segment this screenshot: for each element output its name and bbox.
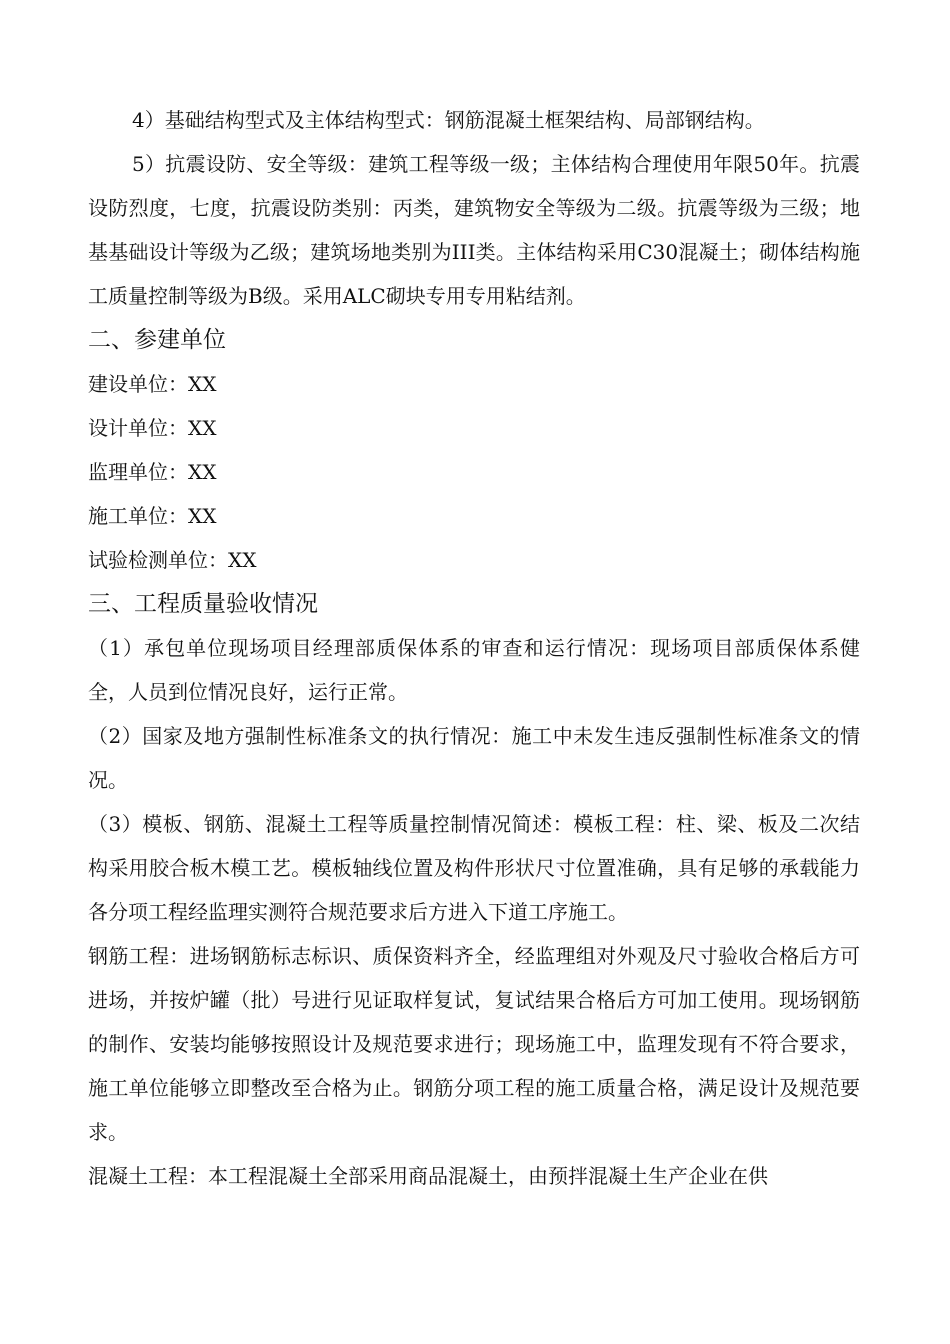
rebar-paragraph: 钢筋工程：进场钢筋标志标识、质保资料齐全，经监理组对外观及尺寸验收合格后方可进场，并按炉罐（批）号进行见证取样复试，复试结果合格后方可加工使用。现场钢筋的制作、安装均能够按照设计及规范要求进行；现场施工中，监理发现有不符合要求，施工单位能够立即整改至合格为止。钢筋分项工程的施工质量合格，满足设计及规范要求。 (88, 944, 860, 1144)
unit-supervision: 监理单位：XX (88, 460, 217, 484)
paragraph-seismic-safety: 5）抗震设防、安全等级：建筑工程等级一级；主体结构合理使用年限50年。抗震设防烈度，七度，抗震设防类别：丙类，建筑物安全等级为二级。抗震等级为三级；地基基础设计等级为乙级；建筑场地类别为III类。主体结构采用C30混凝土；砌体结构施工质量控制等级为B级。采用ALC砌块专用专用粘结剂。 (88, 152, 860, 308)
quality-item-1: （1）承包单位现场项目经理部质保体系的审查和运行情况：现场项目部质保体系健全，人员到位情况良好，运行正常。 (88, 636, 860, 704)
unit-contractor: 施工单位：XX (88, 504, 217, 528)
quality-item-3: （3）模板、钢筋、混凝土工程等质量控制情况简述：模板工程：柱、梁、板及二次结构采用胶合板木模工艺。模板轴线位置及构件形状尺寸位置准确，具有足够的承载能力各分项工程经监理实测符合规范要求后方进入下道工序施工。 (88, 812, 860, 924)
section-heading-quality: 三、工程质量验收情况 (88, 591, 318, 617)
quality-item-2: （2）国家及地方强制性标准条文的执行情况：施工中未发生违反强制性标准条文的情况。 (88, 724, 860, 792)
concrete-paragraph: 混凝土工程：本工程混凝土全部采用商品混凝土，由预拌混凝土生产企业在供 (88, 1164, 768, 1188)
unit-testing: 试验检测单位：XX (88, 548, 257, 572)
unit-design: 设计单位：XX (88, 416, 217, 440)
document-page (88, 98, 860, 1198)
unit-construction: 建设单位：XX (88, 372, 217, 396)
paragraph-structure-type: 4）基础结构型式及主体结构型式：钢筋混凝土框架结构、局部钢结构。 (132, 108, 765, 132)
section-heading-participants: 二、参建单位 (88, 327, 226, 353)
